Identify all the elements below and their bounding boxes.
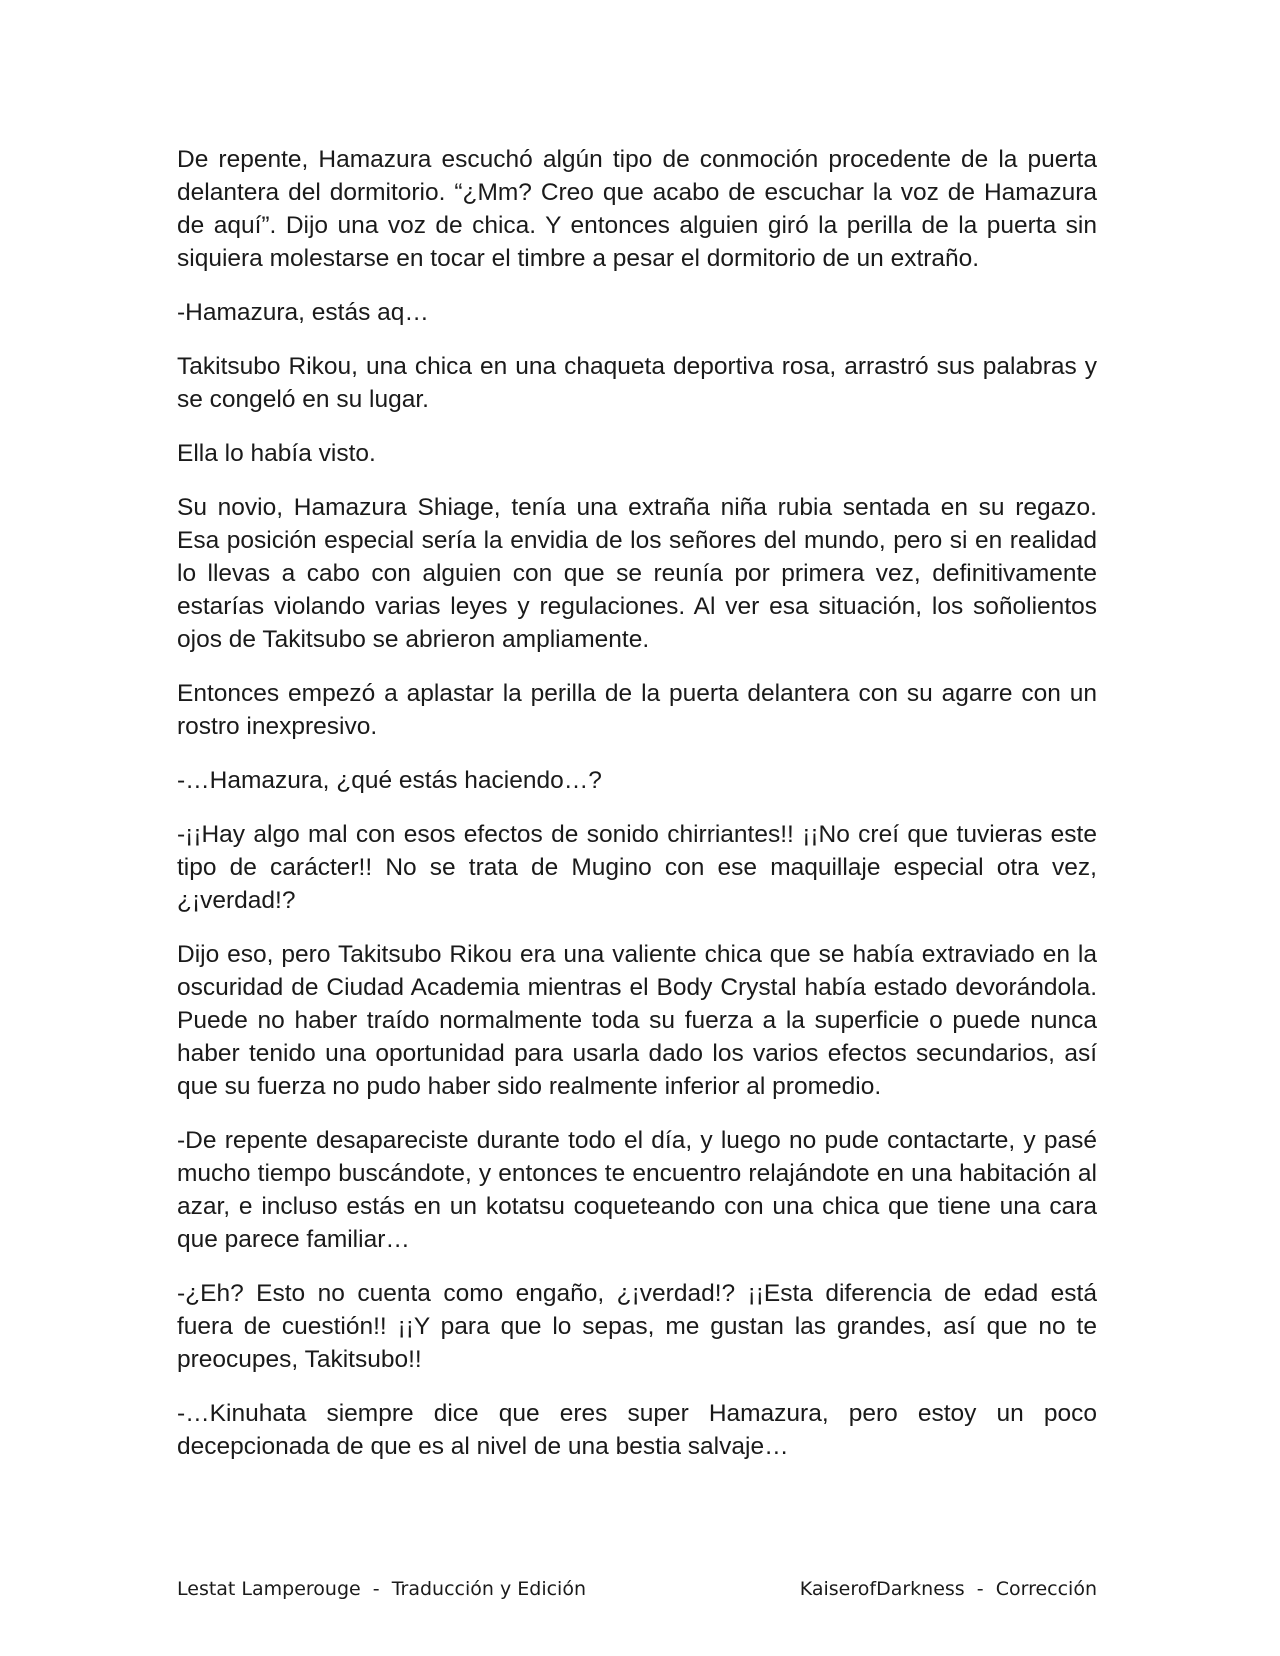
paragraph-7: -…Hamazura, ¿qué estás haciendo…? xyxy=(177,767,602,794)
footer-correction-credit: KaiserofDarkness - Corrección xyxy=(799,1578,1097,1600)
paragraph-4: Ella lo había visto. xyxy=(177,440,376,467)
paragraph-3: Takitsubo Rikou, una chica en una chaqueta deportiva rosa, arrastró sus palabras y se congeló en su lugar. xyxy=(177,353,1097,413)
paragraph-8: -¡¡Hay algo mal con esos efectos de sonido chirriantes!! ¡¡No creí que tuvieras este tipo de carácter!! No se trata de Mugino con ese maquillaje especial otra vez, ¿¡verdad!? xyxy=(177,821,1097,914)
footer-translation-credit: Lestat Lamperouge - Traducción y Edición xyxy=(177,1578,587,1600)
paragraph-1: De repente, Hamazura escuchó algún tipo de conmoción procedente de la puerta delantera del dormitorio. “¿Mm? Creo que acabo de escuchar la voz de Hamazura de aquí”. Dijo una voz de chica. Y entonces alguien giró la perilla de la puerta sin siquiera molestarse en tocar el timbre a pesar el dormitorio de un extraño. xyxy=(177,146,1097,272)
paragraph-12: -…Kinuhata siempre dice que eres super Hamazura, pero estoy un poco decepcionada de que es al nivel de una bestia salvaje… xyxy=(177,1400,1097,1460)
page-footer xyxy=(177,1578,1097,1608)
paragraph-9: Dijo eso, pero Takitsubo Rikou era una valiente chica que se había extraviado en la oscuridad de Ciudad Academia mientras el Body Crystal había estado devorándola. Puede no haber traído normalmente toda su fuerza a la superficie o puede nunca haber tenido una oportunidad para usarla dado los varios efectos secundarios, así que su fuerza no pudo haber sido realmente inferior al promedio. xyxy=(177,941,1097,1100)
page-body xyxy=(177,143,1097,1484)
paragraph-5: Su novio, Hamazura Shiage, tenía una extraña niña rubia sentada en su regazo. Esa posición especial sería la envidia de los señores del mundo, pero si en realidad lo llevas a cabo con alguien con que se reunía por primera vez, definitivamente estarías violando varias leyes y regulaciones. Al ver esa situación, los soñolientos ojos de Takitsubo se abrieron ampliamente. xyxy=(177,494,1097,653)
paragraph-6: Entonces empezó a aplastar la perilla de la puerta delantera con su agarre con un rostro inexpresivo. xyxy=(177,680,1097,740)
paragraph-10: -De repente desapareciste durante todo el día, y luego no pude contactarte, y pasé mucho tiempo buscándote, y entonces te encuentro relajándote en una habitación al azar, e incluso estás en un kotatsu coqueteando con una chica que tiene una cara que parece familiar… xyxy=(177,1127,1097,1253)
paragraph-2: -Hamazura, estás aq… xyxy=(177,299,429,326)
paragraph-11: -¿Eh? Esto no cuenta como engaño, ¿¡verdad!? ¡¡Esta diferencia de edad está fuera de cuestión!! ¡¡Y para que lo sepas, me gustan las grandes, así que no te preocupes, Takitsubo!! xyxy=(177,1280,1097,1373)
